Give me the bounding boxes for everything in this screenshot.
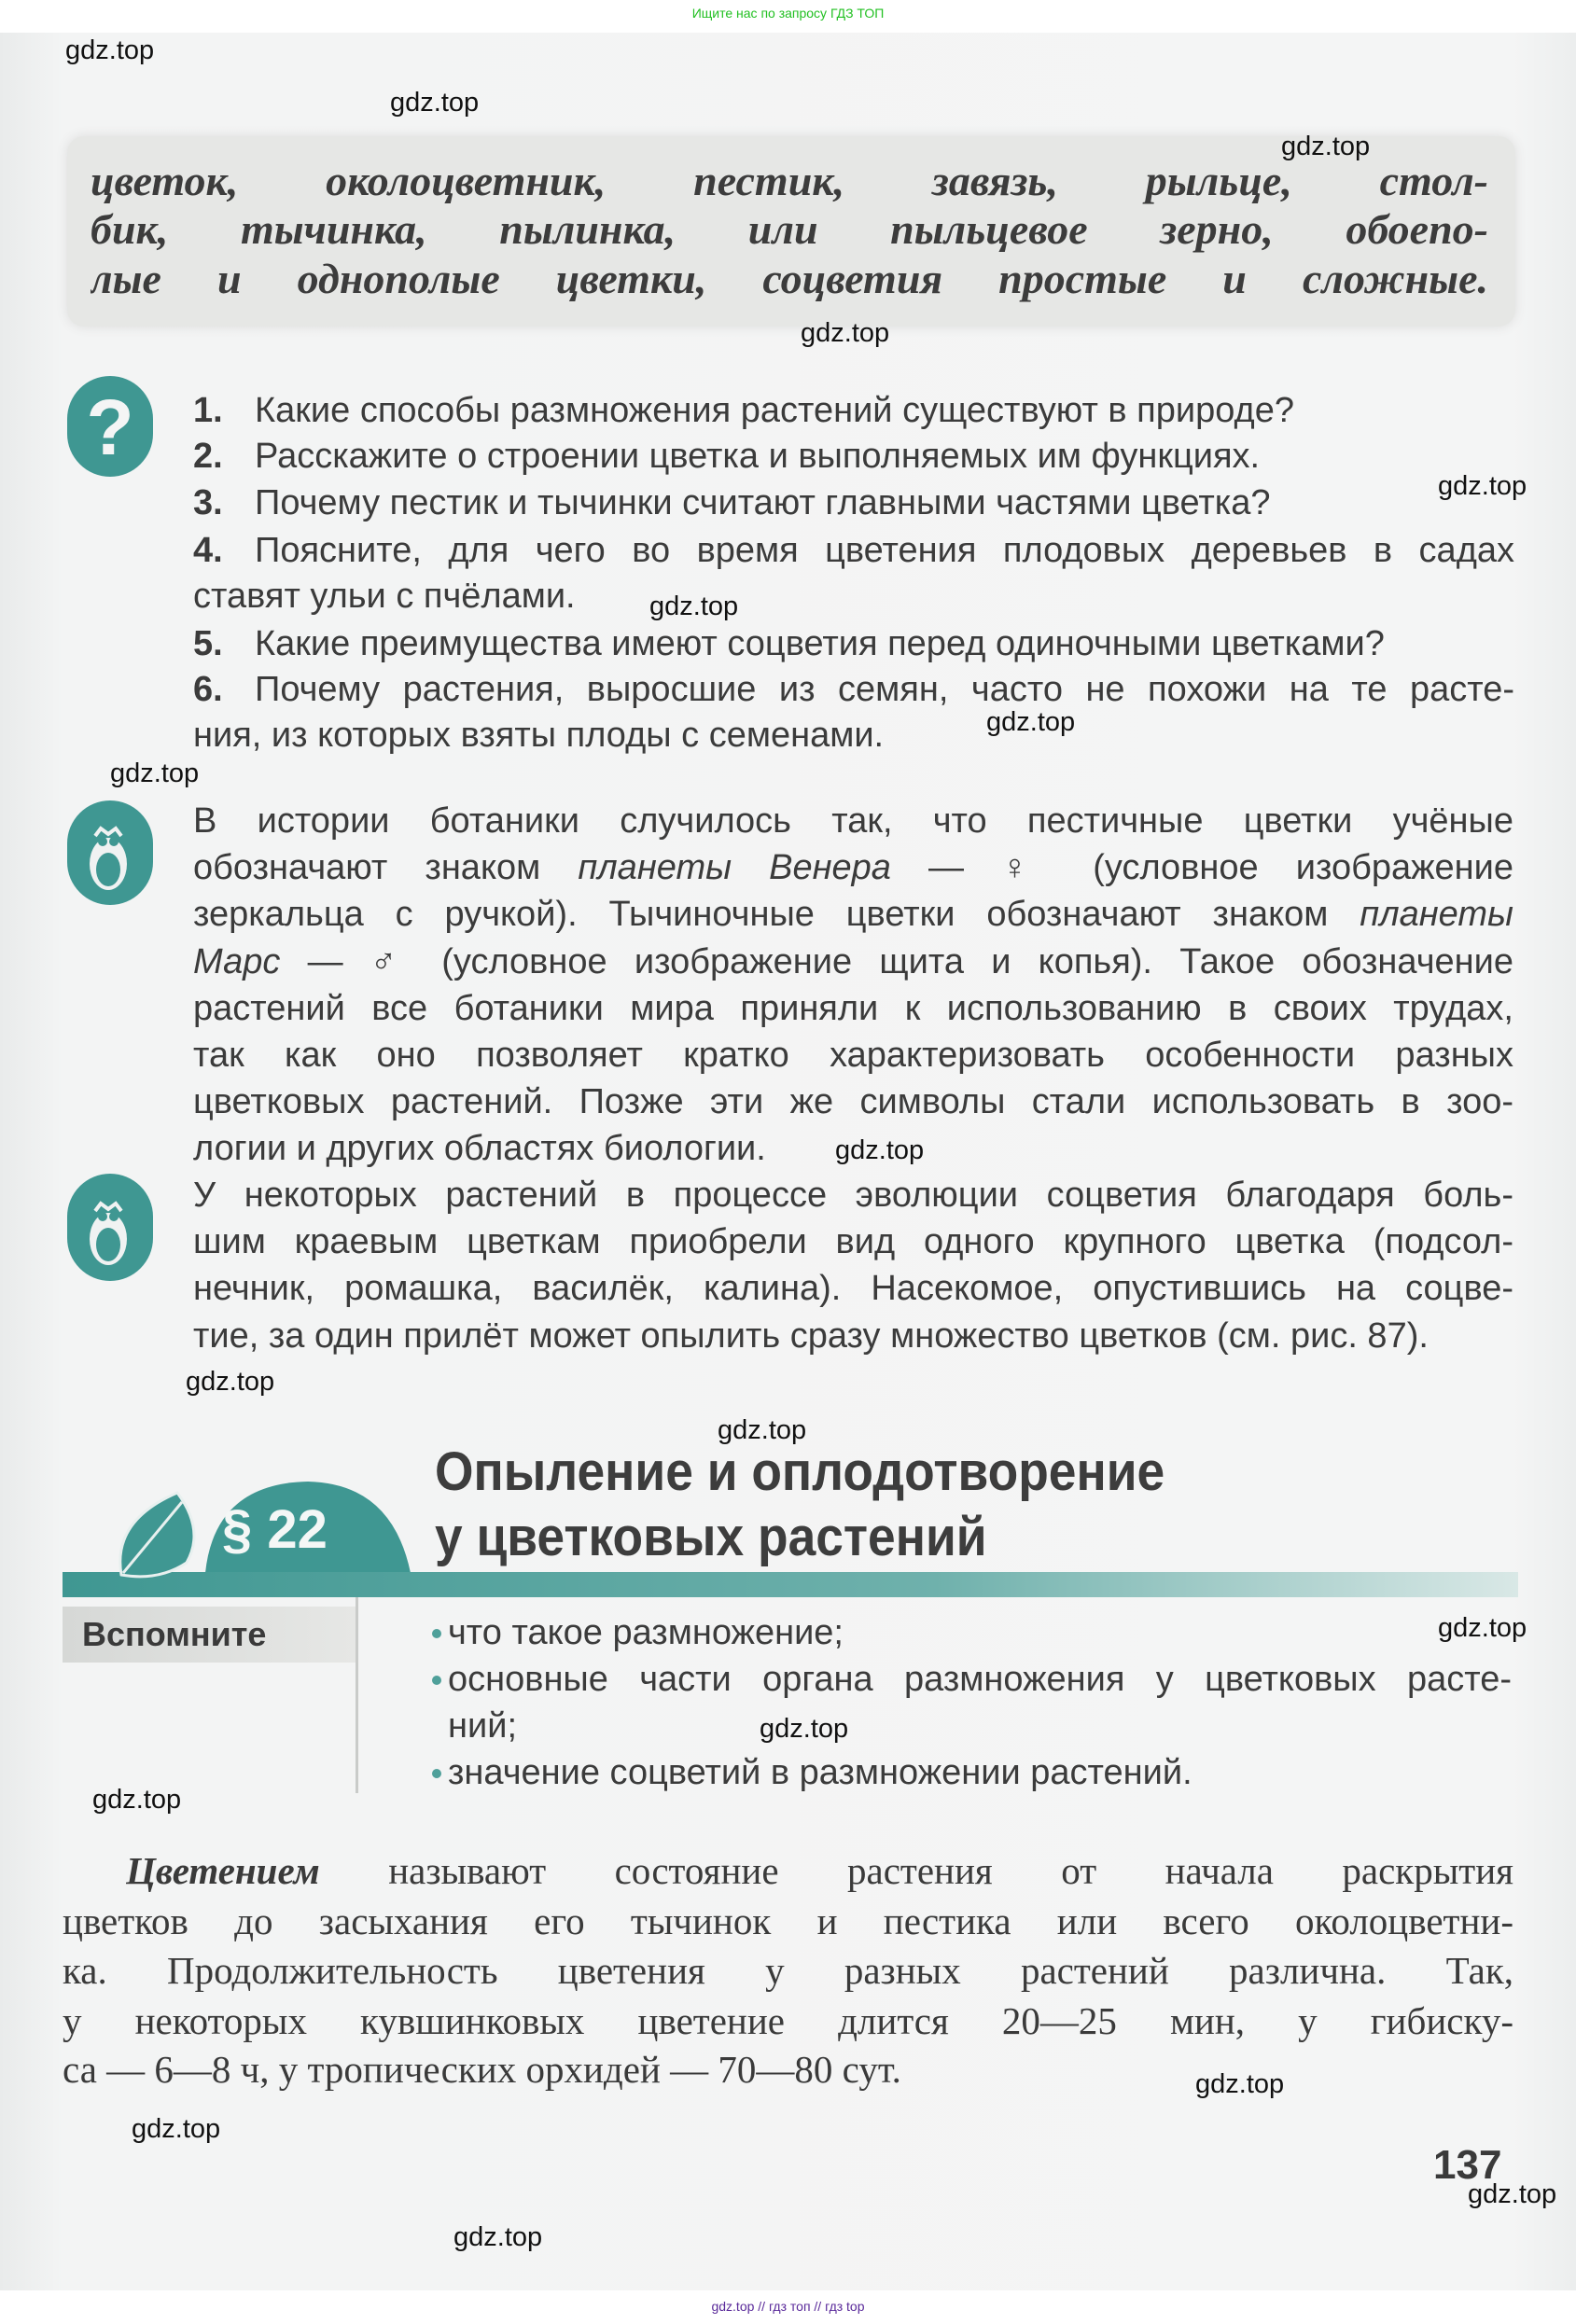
bullet-icon [432, 1676, 441, 1685]
key-terms-line: цветок, околоцветник, пестик, завязь, рыльце, стол- [91, 158, 1488, 204]
section-number: § 22 [222, 1499, 328, 1560]
watermark: gdz.top [1281, 132, 1371, 161]
bullet-icon [432, 1629, 441, 1638]
question-number: 2. [193, 437, 223, 476]
question-number: 3. [193, 483, 223, 522]
question-text: ставят ульи с пчёлами. [193, 577, 576, 616]
section-title-line: Опыление и оплодотворение [435, 1441, 1165, 1502]
question-text: Какие преимущества имеют соцветия перед одиночными цветками? [255, 624, 1385, 663]
watermark: gdz.top [760, 1714, 849, 1744]
watermark: gdz.top [186, 1367, 275, 1397]
recall-item: ний; [448, 1706, 517, 1746]
note-text-line: зеркальца с ручкой). Тычиночные цветки обозначают знаком планеты [193, 895, 1513, 935]
question-text: Расскажите о строении цветка и выполняемых им функциях. [255, 437, 1261, 476]
question-number: 4. [193, 531, 223, 570]
recall-label: Вспомните [82, 1615, 267, 1653]
body-text-line: ка. Продолжительность цветения у разных растений различна. Так, [63, 1949, 1513, 1992]
owl-icon [67, 800, 153, 905]
watermark: gdz.top [92, 1785, 182, 1815]
question-text: Почему растения, выросшие из семян, часто не похожи на те расте- [255, 670, 1514, 709]
note-text-line: Марс — ♂ (условное изображение щита и копья). Такое обозначение [193, 941, 1513, 981]
watermark: gdz.top [986, 707, 1076, 737]
note-text-line: У некоторых растений в процессе эволюции соцветия благодаря боль- [193, 1176, 1513, 1215]
owl-icon [67, 1174, 153, 1281]
note-text-line: шим краевым цветкам приобрели вид одного крупного цветка (подсол- [193, 1222, 1513, 1262]
page-number: 137 [1433, 2142, 1502, 2188]
watermark: gdz.top [65, 35, 155, 65]
question-mark-icon [67, 376, 153, 477]
note-text-line: обозначают знаком планеты Венера — ♀ (условное изображение [193, 848, 1513, 888]
watermark: gdz.top [390, 88, 480, 118]
recall-item: значение соцветий в размножении растений. [448, 1753, 1192, 1792]
question-text: Почему пестик и тычинки считают главными частями цветка? [255, 483, 1271, 522]
body-text-line: у некоторых кувшинковых цветение длится 20—25 мин, у гибиску- [63, 1999, 1513, 2042]
question-number: 5. [193, 624, 223, 663]
question-text: ния, из которых взяты плоды с семенами. [193, 716, 885, 755]
question-number: 1. [193, 391, 223, 430]
recall-item: основные части органа размножения у цветковых расте- [448, 1660, 1512, 1699]
watermark: gdz.top [835, 1135, 925, 1165]
note-text-line: нечник, ромашка, василёк, калина). Насекомое, опустившись на соцве- [193, 1269, 1513, 1309]
note-text-line: так как оно позволяет кратко характеризовать особенности разных [193, 1036, 1513, 1075]
note-text-line: логии и других областях биологии. [193, 1129, 766, 1169]
watermark: gdz.top [801, 318, 890, 348]
leaf-icon [120, 1493, 194, 1577]
note-text-line: растений все ботаники мира приняли к использованию в своих трудах, [193, 988, 1513, 1028]
watermark: gdz.top [718, 1415, 807, 1445]
bottom-banner: gdz.top // гдз топ // гдз top [711, 2299, 865, 2314]
recall-item: что такое размножение; [448, 1613, 844, 1652]
key-terms-line: лые и однополые цветки, соцветия простые и сложные. [91, 256, 1488, 302]
divider [356, 1597, 358, 1793]
question-number: 6. [193, 670, 223, 709]
body-text-line: цветков до засыхания его тычинок и пестика или всего околоцветни- [63, 1900, 1513, 1942]
question-text: Поясните, для чего во время цветения плодовых деревьев в садах [255, 531, 1514, 570]
key-terms-line: бик, тычинка, пылинка, или пыльцевое зерно, обоепо- [91, 206, 1488, 253]
svg-text:?: ? [86, 383, 134, 471]
watermark: gdz.top [1195, 2069, 1285, 2099]
watermark: gdz.top [649, 591, 739, 621]
bullet-icon [432, 1769, 441, 1778]
question-text: Какие способы размножения растений существуют в природе? [255, 391, 1294, 430]
watermark: gdz.top [453, 2222, 543, 2252]
watermark: gdz.top [132, 2114, 221, 2144]
term-highlight: Цветением [126, 1849, 320, 1892]
watermark: gdz.top [1438, 1613, 1527, 1643]
watermark: gdz.top [110, 758, 200, 788]
body-text-line: са — 6—8 ч, у тропических орхидей — 70—80 сут. [63, 2048, 901, 2091]
watermark: gdz.top [1438, 471, 1527, 501]
section-title-line: у цветковых растений [435, 1507, 987, 1567]
top-banner: Ищите нас по запросу ГДЗ ТОП [691, 6, 885, 21]
note-text-line: тие, за один прилёт может опылить сразу множество цветков (см. рис. 87). [193, 1315, 1429, 1356]
note-text-line: В истории ботаники случилось так, что пестичные цветки учёные [193, 801, 1513, 841]
note-text-line: цветковых растений. Позже эти же символы стали использовать в зоо- [193, 1082, 1513, 1122]
body-text: называют состояние растения от начала раскрытия [319, 1849, 1513, 1892]
body-text-line [126, 1847, 1513, 1894]
watermark: gdz.top [1468, 2179, 1557, 2209]
